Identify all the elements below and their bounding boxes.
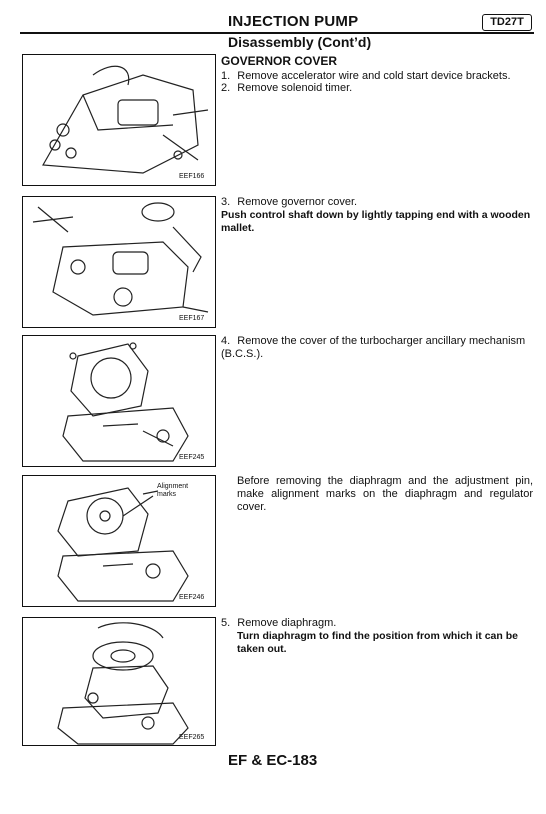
step-2 xyxy=(221,82,352,95)
bcs-cover-photo-icon xyxy=(23,336,215,466)
step-number: 3. xyxy=(221,196,231,208)
figure-governor-cover xyxy=(22,196,216,328)
step-number: 5. xyxy=(221,617,231,629)
page-number: EF & EC-183 xyxy=(228,752,318,769)
diaphragm-removal-photo-icon xyxy=(23,618,215,745)
figure-diaphragm xyxy=(22,475,216,607)
step-5-note: Turn diaphragm to find the position from which it can be taken out. xyxy=(237,630,518,655)
step-text: Remove diaphragm. xyxy=(237,617,337,629)
alignment-callout: Alignment marks xyxy=(157,483,189,498)
figure-bcs-cover xyxy=(22,335,216,467)
governor-cover-photo-icon xyxy=(23,197,215,327)
step-text: Remove governor cover. xyxy=(237,196,358,208)
page-subtitle: Disassembly (Cont’d) xyxy=(228,34,372,50)
step-5 xyxy=(221,617,336,630)
step-number: 2. xyxy=(221,82,231,94)
step-text: Remove solenoid timer. xyxy=(237,82,353,94)
alignment-note: Before removing the diaphragm and the adjustment pin, make alignment marks on the diaphragm and regulator cover. xyxy=(237,475,533,513)
step-number: 1. xyxy=(221,70,231,82)
step-4 xyxy=(221,335,533,361)
figure-injection-pump xyxy=(22,54,216,186)
step-3 xyxy=(221,196,357,209)
figure-code: EEF245 xyxy=(179,454,205,461)
figure-diaphragm-removal xyxy=(22,617,216,746)
step-text: Remove the cover of the turbocharger ancillary mechanism (B.C.S.). xyxy=(221,335,526,360)
step-number: 4. xyxy=(221,335,231,347)
model-badge: TD27T xyxy=(482,14,532,31)
step-3-note: Push control shaft down by lightly tapping end with a wooden mallet. xyxy=(221,209,531,234)
figure-code: EEF166 xyxy=(179,173,205,180)
step-text: Remove accelerator wire and cold start device brackets. xyxy=(237,70,511,82)
page-title: INJECTION PUMP xyxy=(228,13,359,30)
figure-code: EEF265 xyxy=(179,734,205,741)
figure-code: EEF246 xyxy=(179,594,205,601)
injection-pump-photo-icon xyxy=(23,55,215,185)
figure-code: EEF167 xyxy=(179,315,205,322)
section-title: GOVERNOR COVER xyxy=(221,54,338,68)
